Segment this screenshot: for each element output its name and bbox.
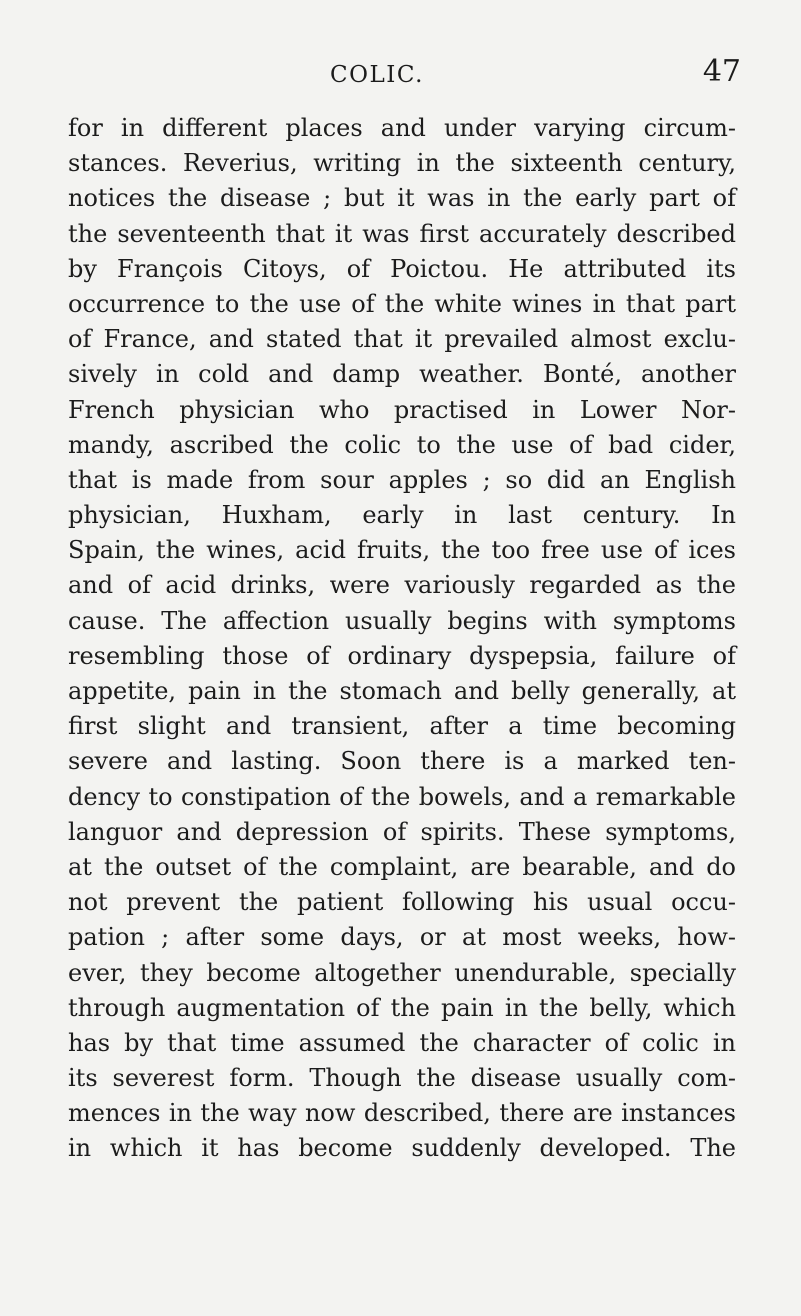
text-line: in which it has become suddenly developed. The xyxy=(68,1134,736,1163)
text-line: mences in the way now described, there are instances xyxy=(68,1099,736,1128)
text-line: pation ; after some days, or at most weeks, how- xyxy=(68,923,736,952)
text-line: has by that time assumed the character of colic in xyxy=(68,1028,736,1057)
text-line: not prevent the patient following his usual occu- xyxy=(68,888,736,917)
text-line: French physician who practised in Lower Nor- xyxy=(68,395,736,424)
text-line: through augmentation of the pain in the belly, which xyxy=(68,993,736,1022)
text-line: cause. The affection usually begins with symptoms xyxy=(68,606,736,635)
text-line: ever, they become altogether unendurable, specially xyxy=(68,958,736,987)
running-head xyxy=(0,54,801,94)
text-line: first slight and transient, after a time becoming xyxy=(68,712,736,741)
text-line: languor and depression of spirits. These symptoms, xyxy=(68,817,736,846)
text-line: Spain, the wines, acid fruits, the too free use of ices xyxy=(68,536,736,565)
text-line: mandy, ascribed the colic to the use of bad cider, xyxy=(68,430,736,459)
text-line: for in different places and under varying circum- xyxy=(68,114,736,142)
text-line: stances. Reverius, writing in the sixteenth century, xyxy=(68,149,736,178)
page-number: 47 xyxy=(702,54,741,89)
text-line: physician, Huxham, early in last century. In xyxy=(68,501,736,530)
text-line: resembling those of ordinary dyspepsia, failure of xyxy=(68,641,736,670)
text-line: and of acid drinks, were variously regarded as the xyxy=(68,571,736,600)
text-line: dency to constipation of the bowels, and a remarkable xyxy=(68,782,736,811)
text-line: notices the disease ; but it was in the early part of xyxy=(68,184,736,213)
text-line: at the outset of the complaint, are bearable, and do xyxy=(68,852,736,881)
body-text xyxy=(68,111,736,1167)
text-line: that is made from sour apples ; so did an English xyxy=(68,465,736,494)
text-line: its severest form. Though the disease usually com- xyxy=(68,1064,736,1093)
text-line: of France, and stated that it prevailed almost exclu- xyxy=(68,325,736,354)
running-title: COLIC. xyxy=(330,62,424,88)
text-line: occurrence to the use of the white wines in that part xyxy=(68,289,736,318)
text-line: appetite, pain in the stomach and belly generally, at xyxy=(68,677,736,705)
text-line: the seventeenth that it was first accurately described xyxy=(68,219,736,248)
text-line: sively in cold and damp weather. Bonté, another xyxy=(68,360,736,389)
text-line: by François Citoys, of Poictou. He attributed its xyxy=(68,254,736,283)
text-line: severe and lasting. Soon there is a marked ten- xyxy=(68,747,736,776)
